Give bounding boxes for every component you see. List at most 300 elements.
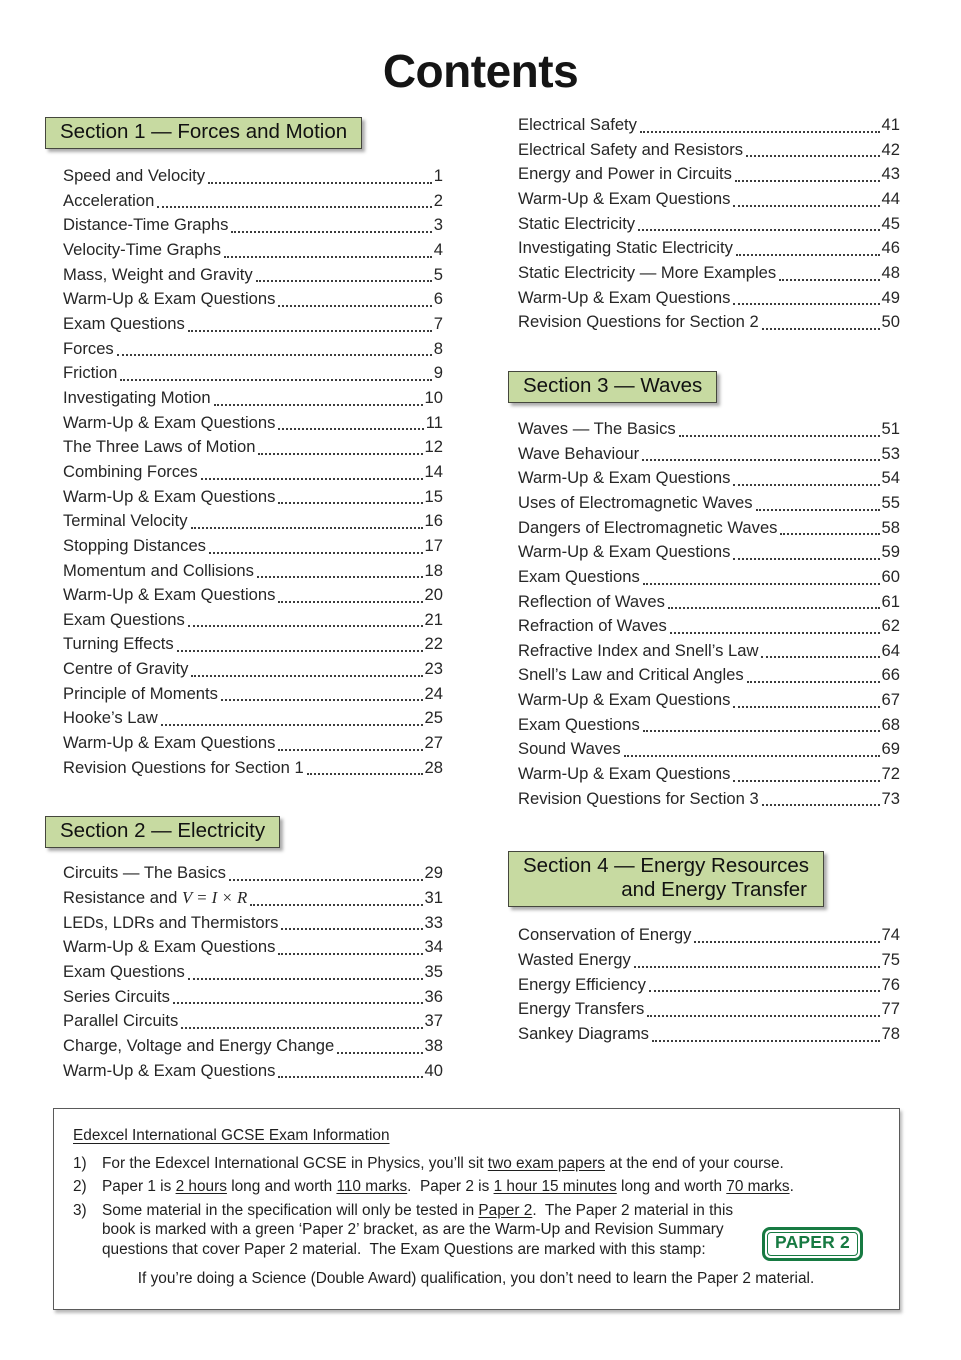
label-text: Friction <box>63 363 118 383</box>
label-text: Uses of Electromagnetic Waves <box>518 492 753 512</box>
label-text: Warm-Up & Exam Questions <box>63 1060 276 1080</box>
dotted-leader <box>117 337 432 357</box>
toc-entry-label <box>63 485 275 510</box>
label-text: Warm-Up & Exam Questions <box>63 937 276 957</box>
dotted-leader <box>157 189 431 209</box>
toc-entry <box>63 312 443 337</box>
dotted-leader <box>161 706 423 726</box>
toc-entry-page: 24 <box>424 683 443 703</box>
toc-entry-label <box>63 756 304 781</box>
dotted-leader <box>278 583 422 603</box>
toc-entry-page: 22 <box>424 634 443 654</box>
label-text: Revision Questions for Section 2 <box>518 312 759 332</box>
toc-entry-label <box>63 534 206 559</box>
toc-entry-label <box>63 559 254 584</box>
toc-entry <box>63 608 443 633</box>
toc-entry-page: 66 <box>881 665 900 685</box>
label-text: Principle of Moments <box>63 683 218 703</box>
toc-entry-page: 64 <box>881 640 900 660</box>
toc-entry <box>63 1034 443 1059</box>
dotted-leader <box>643 713 880 733</box>
toc-entry-page: 68 <box>881 714 900 734</box>
dotted-leader <box>756 491 880 511</box>
toc-entry-label <box>63 189 154 214</box>
toc-entry <box>518 590 900 615</box>
toc-entry-label <box>63 985 170 1010</box>
toc-entry-label <box>518 923 691 948</box>
label-text: Wave Behaviour <box>518 443 640 463</box>
dotted-leader <box>643 565 880 585</box>
dotted-leader <box>670 614 880 634</box>
label-text: Revision Questions for Section 1 <box>63 757 304 777</box>
toc-entry-page: 53 <box>881 443 900 463</box>
toc-entry <box>518 162 900 187</box>
toc-entry-page: 1 <box>433 166 443 185</box>
dotted-leader <box>746 138 880 158</box>
section-4-title-line1: Section 4 — Energy Resources <box>523 854 809 878</box>
toc-entry-label <box>518 442 639 467</box>
label-text: Energy and Power in Circuits <box>518 164 732 184</box>
label-text: Hooke’s Law <box>63 708 158 728</box>
label-text: Refraction of Waves <box>518 616 667 636</box>
toc-entry-page: 76 <box>881 974 900 994</box>
paper-2-stamp-label: PAPER 2 <box>767 1232 858 1256</box>
section-2-entry-list <box>63 861 443 1083</box>
toc-entry-label <box>63 583 275 608</box>
toc-entry <box>518 491 900 516</box>
toc-entry-label <box>518 187 730 212</box>
toc-entry-label <box>518 663 744 688</box>
toc-entry-page: 54 <box>881 468 900 488</box>
toc-entry <box>63 935 443 960</box>
toc-entry <box>518 948 900 973</box>
toc-entry-page: 41 <box>881 115 900 134</box>
label-text: Forces <box>63 338 114 358</box>
dotted-leader <box>173 985 423 1005</box>
toc-entry <box>63 485 443 510</box>
item-number: 1) <box>73 1154 87 1172</box>
toc-entry-label <box>518 762 730 787</box>
dotted-leader <box>278 1059 422 1079</box>
label-text: Conservation of Energy <box>518 925 692 945</box>
toc-entry-page: 4 <box>433 239 443 259</box>
toc-entry <box>518 286 900 311</box>
label-text: Terminal Velocity <box>63 511 188 531</box>
toc-entry <box>63 287 443 312</box>
toc-entry-page: 77 <box>881 999 900 1019</box>
label-text: Exam Questions <box>518 714 640 734</box>
toc-entry-label <box>518 138 743 163</box>
toc-entry-label <box>63 435 255 460</box>
label-text: Wasted Energy <box>518 950 631 970</box>
label-text: Exam Questions <box>63 962 185 982</box>
dotted-leader <box>181 1009 422 1029</box>
toc-entry-page: 78 <box>881 1024 900 1044</box>
dotted-leader <box>221 682 423 702</box>
paper-2-stamp <box>762 1227 863 1261</box>
toc-entry <box>518 442 900 467</box>
toc-entry-page: 17 <box>424 535 443 555</box>
dotted-leader <box>191 509 423 529</box>
toc-entry-page: 37 <box>424 1011 443 1031</box>
toc-entry-label <box>518 491 753 516</box>
label-text: Circuits — The Basics <box>63 863 226 883</box>
toc-entry <box>63 1009 443 1034</box>
toc-entry-label <box>518 973 646 998</box>
item-text: Paper 1 is 2 hours long and worth 110 marks. Paper 2 is 1 hour 15 minutes long and worth 70 marks. <box>102 1178 794 1196</box>
toc-entry <box>63 213 443 238</box>
toc-entry <box>63 263 443 288</box>
toc-entry-page: 73 <box>881 788 900 808</box>
toc-entry <box>63 731 443 756</box>
exam-info-item-3 <box>73 1201 879 1260</box>
toc-entry-page: 5 <box>433 264 443 284</box>
dotted-leader <box>761 639 879 659</box>
label-text: Acceleration <box>63 190 155 210</box>
toc-entry-page: 60 <box>881 566 900 586</box>
toc-entry <box>518 187 900 212</box>
toc-entry <box>63 886 443 911</box>
toc-entry-page: 61 <box>881 591 900 611</box>
dotted-leader <box>652 1022 880 1042</box>
label-text: Exam Questions <box>63 313 185 333</box>
toc-entry-page: 27 <box>424 733 443 753</box>
toc-entry-label <box>63 238 221 263</box>
label-text: Turning Effects <box>63 634 174 654</box>
toc-entry <box>518 138 900 163</box>
toc-entry-page: 59 <box>881 542 900 562</box>
dotted-leader <box>177 632 423 652</box>
toc-entry-page: 3 <box>433 215 443 235</box>
toc-entry-page: 50 <box>881 312 900 332</box>
toc-entry-page: 10 <box>424 387 443 407</box>
toc-entry <box>63 534 443 559</box>
label-text: Waves — The Basics <box>518 418 676 438</box>
toc-entry-label <box>518 236 733 261</box>
toc-entry-label <box>518 212 635 237</box>
label-text: Warm-Up & Exam Questions <box>518 188 731 208</box>
label-text: Refractive Index and Snell’s Law <box>518 640 759 660</box>
label-text: Warm-Up & Exam Questions <box>63 733 276 753</box>
toc-entry-page: 31 <box>424 888 443 908</box>
toc-entry-page: 12 <box>424 437 443 457</box>
dotted-leader <box>642 442 879 462</box>
dotted-leader <box>640 113 880 133</box>
page-title: Contents <box>382 45 579 97</box>
label-text: Combining Forces <box>63 461 198 481</box>
label-text: Momentum and Collisions <box>63 560 254 580</box>
toc-entry-label <box>518 948 631 973</box>
toc-entry-label <box>518 261 776 286</box>
toc-entry-page: 14 <box>424 461 443 481</box>
dotted-leader <box>634 948 880 968</box>
toc-entry-label <box>518 614 667 639</box>
toc-entry <box>518 973 900 998</box>
right-column <box>508 113 901 1047</box>
dotted-leader <box>762 787 880 807</box>
dotted-leader <box>229 861 423 881</box>
section-3-header <box>508 371 717 403</box>
toc-entry <box>518 762 900 787</box>
toc-entry <box>518 212 900 237</box>
dotted-leader <box>779 261 879 281</box>
dotted-leader <box>209 534 423 554</box>
toc-entry-page: 55 <box>881 492 900 512</box>
toc-entry <box>63 911 443 936</box>
dotted-leader <box>208 164 432 184</box>
toc-entry-label <box>518 417 676 442</box>
dotted-leader <box>250 886 422 906</box>
dotted-leader <box>337 1034 422 1054</box>
dotted-leader <box>649 973 880 993</box>
toc-entry-page: 62 <box>881 616 900 636</box>
label-text: Warm-Up & Exam Questions <box>518 468 731 488</box>
toc-entry-label <box>518 688 730 713</box>
toc-entry <box>518 236 900 261</box>
dotted-leader <box>278 935 422 955</box>
toc-entry <box>518 516 900 541</box>
toc-entry-label <box>518 466 730 491</box>
toc-entry <box>518 713 900 738</box>
toc-entry <box>63 960 443 985</box>
toc-entry-page: 6 <box>433 289 443 309</box>
toc-entry-label <box>63 213 228 238</box>
label-text: Investigating Static Electricity <box>518 238 733 258</box>
toc-entry-label <box>518 713 640 738</box>
toc-entry-label <box>63 935 275 960</box>
label-text: Series Circuits <box>63 986 170 1006</box>
toc-entry-page: 20 <box>424 585 443 605</box>
label-text: Energy Efficiency <box>518 974 646 994</box>
label-text: Centre of Gravity <box>63 659 189 679</box>
dotted-leader <box>214 386 423 406</box>
toc-entry-label <box>63 287 275 312</box>
toc-entry <box>518 737 900 762</box>
section-2-header <box>45 816 280 848</box>
toc-entry-page: 46 <box>881 238 900 258</box>
toc-entry <box>63 706 443 731</box>
toc-entry <box>518 1022 900 1047</box>
dotted-leader <box>638 212 879 232</box>
toc-entry <box>518 923 900 948</box>
section-3-title: Section 3 — Waves <box>523 373 703 397</box>
label-text: Stopping Distances <box>63 535 206 555</box>
dotted-leader <box>278 731 422 751</box>
toc-entry-label <box>63 1059 275 1084</box>
label-text: Warm-Up & Exam Questions <box>63 289 276 309</box>
toc-entry-page: 51 <box>881 418 900 438</box>
section-1-header <box>45 117 362 149</box>
toc-entry <box>518 614 900 639</box>
toc-entry-label <box>63 1009 178 1034</box>
exam-info-heading: Edexcel International GCSE Exam Information <box>73 1127 390 1144</box>
dotted-leader <box>780 516 879 536</box>
toc-entry <box>518 417 900 442</box>
label-text: Dangers of Electromagnetic Waves <box>518 517 778 537</box>
label-text: Exam Questions <box>518 566 640 586</box>
label-text: Resistance and <box>63 888 182 908</box>
item-text: For the Edexcel International GCSE in Physics, you’ll sit two exam papers at the end of your course. <box>102 1154 784 1172</box>
toc-entry <box>518 540 900 565</box>
dotted-leader <box>733 187 879 207</box>
toc-entry-label <box>518 1022 649 1047</box>
toc-entry <box>63 386 443 411</box>
toc-entry-label <box>518 737 621 762</box>
dotted-leader <box>281 911 422 931</box>
toc-entry-page: 42 <box>881 139 900 159</box>
label-text: Warm-Up & Exam Questions <box>63 412 276 432</box>
toc-entry-label <box>518 997 644 1022</box>
toc-entry <box>518 787 900 812</box>
toc-entry-page: 38 <box>424 1036 443 1055</box>
section-4-title-line2: and Energy Transfer <box>621 878 807 902</box>
toc-entry <box>63 559 443 584</box>
toc-entry-label <box>63 682 218 707</box>
dotted-leader <box>733 466 879 486</box>
toc-entry <box>518 663 900 688</box>
label-text: Sankey Diagrams <box>518 1024 649 1044</box>
dotted-leader <box>736 236 880 256</box>
toc-entry <box>63 682 443 707</box>
toc-entry-page: 75 <box>881 950 900 970</box>
toc-entry-page: 25 <box>424 708 443 728</box>
toc-entry <box>63 657 443 682</box>
toc-entry-page: 69 <box>881 739 900 759</box>
toc-entry <box>518 688 900 713</box>
toc-entry-page: 7 <box>433 313 443 333</box>
toc-entry-label <box>63 337 114 362</box>
toc-entry-label <box>63 731 275 756</box>
section-4-header <box>508 851 824 907</box>
toc-entry-page: 58 <box>881 517 900 537</box>
label-text: Electrical Safety <box>518 115 637 134</box>
dotted-leader <box>278 287 431 307</box>
label-text: Electrical Safety and Resistors <box>518 139 744 159</box>
dotted-leader <box>762 310 880 330</box>
toc-entry-label <box>63 911 278 936</box>
toc-entry-page: 48 <box>881 262 900 282</box>
toc-entry-page: 40 <box>424 1060 443 1080</box>
dotted-leader <box>647 997 879 1017</box>
dotted-leader <box>733 762 879 782</box>
toc-entry-page: 16 <box>424 511 443 531</box>
toc-entry-page: 34 <box>424 937 443 957</box>
toc-entry <box>63 238 443 263</box>
dotted-leader <box>733 540 879 560</box>
label-text: The Three Laws of Motion <box>63 437 256 457</box>
toc-entry <box>63 756 443 781</box>
toc-entry-page: 11 <box>425 412 443 432</box>
label-text: Warm-Up & Exam Questions <box>518 542 731 562</box>
toc-entry <box>63 861 443 886</box>
label-text: Snell’s Law and Critical Angles <box>518 665 744 685</box>
toc-entry-label <box>63 657 188 682</box>
label-text: Charge, Voltage and Energy Change <box>63 1036 335 1055</box>
item-number: 3) <box>73 1201 87 1219</box>
toc-entry-label <box>63 509 188 534</box>
dotted-leader <box>188 608 423 628</box>
dotted-leader <box>231 213 431 233</box>
toc-entry <box>63 435 443 460</box>
dotted-leader <box>735 162 880 182</box>
toc-entry-page: 18 <box>424 560 443 580</box>
label-text: Warm-Up & Exam Questions <box>63 486 276 506</box>
toc-entry <box>63 985 443 1010</box>
dotted-leader <box>257 559 423 579</box>
toc-entry <box>518 639 900 664</box>
toc-entry <box>63 361 443 386</box>
dotted-leader <box>191 657 422 677</box>
toc-entry <box>518 261 900 286</box>
toc-entry-label <box>63 263 253 288</box>
dotted-leader <box>747 663 880 683</box>
toc-entry <box>63 189 443 214</box>
section-4-entry-list <box>518 923 900 1046</box>
toc-entry-label <box>518 162 732 187</box>
label-text: Exam Questions <box>63 609 185 629</box>
label-text: Velocity-Time Graphs <box>63 239 221 259</box>
toc-entry-page: 44 <box>881 188 900 208</box>
section-2-continued-entry-list <box>518 113 900 335</box>
label-text: Sound Waves <box>518 739 621 759</box>
toc-entry-label <box>63 1034 334 1059</box>
exam-info-item-2 <box>73 1177 879 1197</box>
dotted-leader <box>668 590 880 610</box>
toc-entry-label <box>63 386 211 411</box>
toc-entry-label <box>63 861 226 886</box>
label-text: Static Electricity <box>518 213 636 233</box>
dotted-leader <box>188 312 432 332</box>
toc-entry-label <box>63 886 247 911</box>
dotted-leader <box>258 435 422 455</box>
dotted-leader <box>201 460 423 480</box>
label-math-text: V = I × R <box>182 888 248 908</box>
toc-entry <box>518 466 900 491</box>
dotted-leader <box>278 411 423 431</box>
toc-entry <box>63 164 443 189</box>
exam-info-item-1 <box>73 1154 879 1174</box>
toc-entry-page: 2 <box>433 190 443 210</box>
label-text: Warm-Up & Exam Questions <box>518 764 731 784</box>
label-text: Reflection of Waves <box>518 591 665 611</box>
toc-entry-page: 74 <box>881 925 900 945</box>
toc-entry-label <box>518 113 637 138</box>
toc-entry-label <box>518 590 665 615</box>
toc-entry-page: 49 <box>881 287 900 307</box>
toc-entry-label <box>518 310 759 335</box>
toc-entry-label <box>518 286 730 311</box>
label-text: Warm-Up & Exam Questions <box>63 585 276 605</box>
toc-entry-page: 28 <box>424 757 443 777</box>
exam-info-footnote: If you’re doing a Science (Double Award) qualification, you don’t need to learn the Paper 2 material. <box>137 1269 815 1287</box>
item-text: Some material in the specification will only be tested in Paper 2. The Paper 2 material in this book is marked with a green ‘Paper 2’ bracket, as are the Warm-Up and Revision Summary questions that cover Paper 2 material. The Exam Questions are marked with this stamp: <box>102 1201 738 1258</box>
toc-entry-page: 45 <box>881 213 900 233</box>
toc-entry <box>63 411 443 436</box>
toc-entry-page: 43 <box>881 164 900 184</box>
toc-entry-page: 23 <box>424 659 443 679</box>
dotted-leader <box>733 688 879 708</box>
toc-entry-page: 8 <box>433 338 443 358</box>
toc-entry-page: 29 <box>424 863 443 883</box>
toc-entry <box>518 997 900 1022</box>
toc-entry <box>63 632 443 657</box>
toc-entry-label <box>63 460 198 485</box>
toc-entry-page: 36 <box>424 986 443 1006</box>
toc-entry <box>518 310 900 335</box>
toc-entry-page: 72 <box>881 764 900 784</box>
toc-entry <box>518 565 900 590</box>
dotted-leader <box>256 263 432 283</box>
